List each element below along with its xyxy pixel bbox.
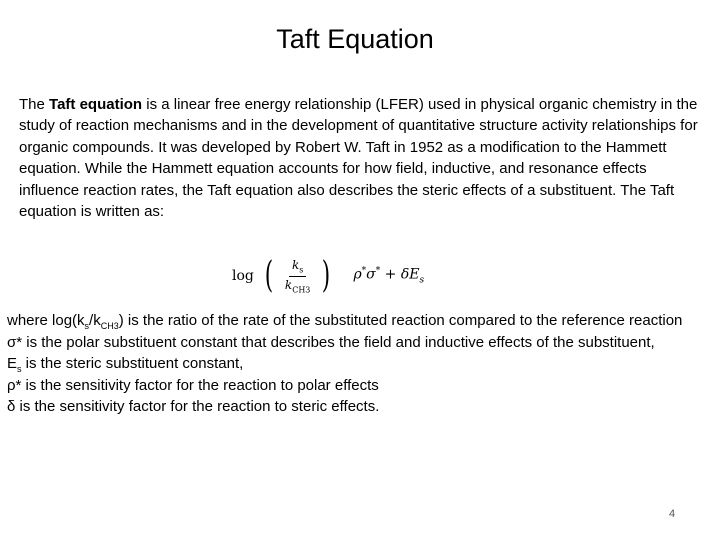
definition-sigma: σ* is the polar substituent constant that describes the field and inductive effects of the substituent, bbox=[7, 333, 655, 351]
intro-paragraph bbox=[19, 94, 709, 222]
def-log-sub1: s bbox=[84, 321, 90, 331]
equation-sigma-star: * bbox=[375, 266, 381, 277]
numerator-sub: s bbox=[299, 265, 304, 275]
taft-equation bbox=[232, 255, 425, 296]
equation-e-sub: s bbox=[419, 275, 425, 286]
equation-rho-star: * bbox=[361, 266, 367, 277]
equation-rhs bbox=[353, 266, 424, 285]
equation-sigma: σ bbox=[366, 266, 376, 283]
denominator-sub: CH3 bbox=[292, 284, 311, 294]
slide-title: Taft Equation bbox=[276, 24, 434, 54]
equation-fraction bbox=[282, 258, 313, 294]
equation-right-paren: ) bbox=[322, 255, 331, 296]
def-es-pre: E bbox=[7, 355, 18, 373]
equation-log: log bbox=[232, 268, 254, 284]
definition-rho: ρ* is the sensitivity factor for the reaction to polar effects bbox=[7, 376, 379, 394]
numerator-k: k bbox=[291, 258, 300, 273]
intro-text-rest: is a linear free energy relationship (LFER) used in physical organic chemistry in the study of reaction mechanisms and in the development of quantitative structure activity relationships for organic compounds. It was developed by Robert W. Taft in 1952 as a modification to the Hammett equation. While the Hammett equation accounts for how field, inductive, and resonance effects influence reaction rates, the Taft equation also describes the steric effects of a substituent. The Taft equation is written as: bbox=[19, 96, 698, 221]
definition-es bbox=[7, 353, 712, 375]
equation-denominator bbox=[282, 277, 313, 294]
def-log-sub2: CH3 bbox=[100, 321, 119, 331]
def-es-post: is the steric substituent constant, bbox=[21, 355, 244, 373]
def-log-pre: where log(k bbox=[7, 312, 85, 329]
intro-bold-term: Taft equation bbox=[49, 96, 143, 113]
equation-left-paren: ( bbox=[264, 255, 274, 296]
def-es-sub: s bbox=[17, 364, 22, 375]
def-log-post: ) is the ratio of the rate of the substituted reaction compared to the reference reaction bbox=[118, 312, 683, 329]
definition-delta: δ is the sensitivity factor for the reaction to steric effects. bbox=[7, 398, 380, 416]
equation-rho: ρ bbox=[353, 266, 362, 283]
def-log-mid: /k bbox=[89, 312, 101, 329]
equation-numerator bbox=[289, 258, 306, 276]
denominator-k: k bbox=[284, 277, 293, 292]
page-number: 4 bbox=[669, 508, 676, 520]
definitions-block bbox=[7, 310, 712, 418]
equation-delta-term: + δE bbox=[380, 266, 420, 283]
definition-log-ratio bbox=[7, 310, 712, 332]
intro-text-start: The bbox=[19, 96, 50, 113]
